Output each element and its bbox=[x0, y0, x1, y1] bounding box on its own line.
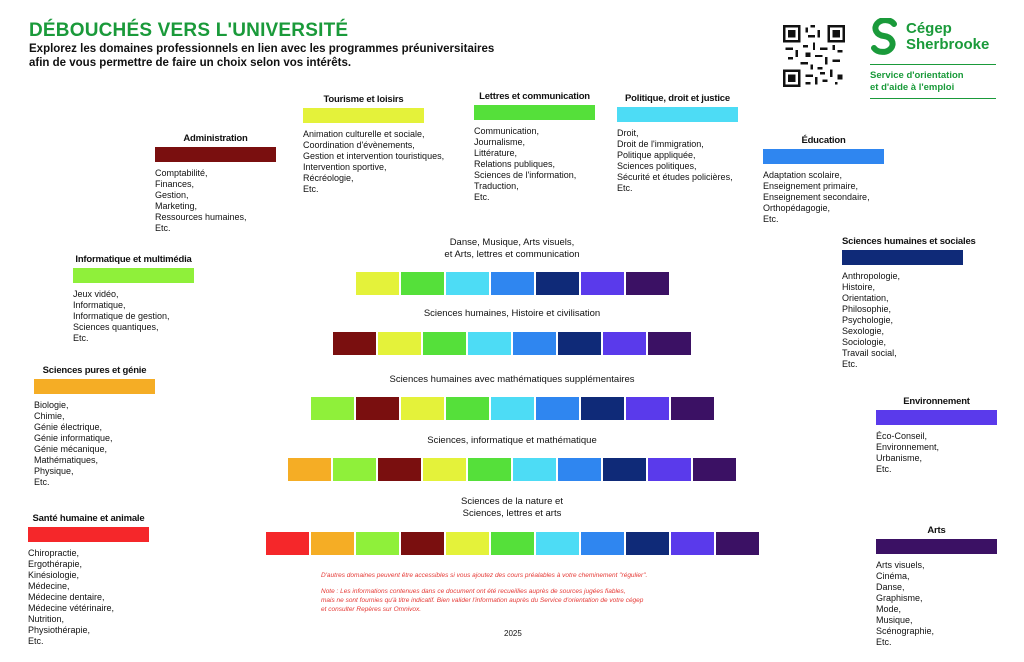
category-sante bbox=[28, 513, 149, 647]
category-title: Administration bbox=[183, 133, 248, 144]
category-arts bbox=[876, 525, 997, 648]
category-item-list bbox=[842, 271, 963, 370]
program-segment-sciences-pures bbox=[288, 458, 331, 481]
category-item: Etc. bbox=[474, 192, 490, 202]
logo-service-line: et d'aide à l'emploi bbox=[870, 82, 955, 93]
program-segment-politique bbox=[536, 532, 579, 555]
logo-divider bbox=[870, 98, 996, 99]
category-item: Philosophie, bbox=[842, 304, 892, 314]
category-item: Traduction, bbox=[474, 181, 519, 191]
category-item: Médecine, bbox=[28, 581, 70, 591]
category-item: Médecine vétérinaire, bbox=[28, 603, 115, 613]
program-color-row bbox=[333, 332, 691, 355]
program-segment-administration bbox=[333, 332, 376, 355]
subtitle-line: Explorez les domaines professionnels en lien avec les programmes préuniversitaires bbox=[29, 43, 495, 55]
category-informatique bbox=[73, 254, 194, 344]
category-item: Ergothérapie, bbox=[28, 559, 83, 569]
category-item: Sciences quantiques, bbox=[73, 322, 159, 332]
category-color-bar bbox=[876, 539, 997, 554]
category-item: Adaptation scolaire, bbox=[763, 170, 843, 180]
program-name-line: Sciences de la nature et bbox=[461, 496, 563, 507]
category-item: Génie électrique, bbox=[34, 422, 103, 432]
category-item: Mode, bbox=[876, 604, 902, 614]
category-item: Droit de l'immigration, bbox=[617, 139, 704, 149]
category-item: Littérature, bbox=[474, 148, 518, 158]
program-segment-environnement bbox=[648, 458, 691, 481]
category-item: Journalisme, bbox=[474, 137, 526, 147]
category-item: Physiothérapie, bbox=[28, 625, 91, 635]
program-segment-administration bbox=[356, 397, 399, 420]
program-segment-education bbox=[513, 332, 556, 355]
program-name-line: Sciences humaines, Histoire et civilisation bbox=[423, 308, 601, 319]
subtitle-line: afin de vous permettre de faire un choix selon vos intérêts. bbox=[29, 57, 352, 69]
program-segment-sciences-humaines bbox=[536, 272, 579, 295]
category-title: Santé humaine et animale bbox=[32, 513, 145, 524]
category-item: Scénographie, bbox=[876, 626, 935, 636]
program-name bbox=[0, 308, 1024, 320]
category-item: Mathématiques, bbox=[34, 455, 99, 465]
category-item: Histoire, bbox=[842, 282, 876, 292]
category-color-bar bbox=[763, 149, 884, 164]
category-item: Etc. bbox=[842, 359, 858, 369]
category-item: Psychologie, bbox=[842, 315, 894, 325]
category-item: Cinéma, bbox=[876, 571, 910, 581]
program-segment-environnement bbox=[626, 397, 669, 420]
category-color-bar bbox=[155, 147, 276, 162]
program-segment-informatique bbox=[333, 458, 376, 481]
category-item: Etc. bbox=[763, 214, 779, 224]
program-segment-politique bbox=[491, 397, 534, 420]
category-item: Comptabilité, bbox=[155, 168, 208, 178]
program-segment-sciences-humaines bbox=[603, 458, 646, 481]
category-color-bar bbox=[876, 410, 997, 425]
program-segment-education bbox=[536, 397, 579, 420]
category-item: Etc. bbox=[28, 636, 44, 646]
category-item: Biologie, bbox=[34, 400, 69, 410]
category-title: Tourisme et loisirs bbox=[323, 94, 404, 105]
program-segment-tourisme bbox=[401, 397, 444, 420]
category-item: Etc. bbox=[73, 333, 89, 343]
category-color-bar bbox=[474, 105, 595, 120]
program-segment-administration bbox=[401, 532, 444, 555]
category-item: Animation culturelle et sociale, bbox=[303, 129, 425, 139]
category-education bbox=[763, 135, 884, 225]
program-name bbox=[0, 435, 1024, 447]
program-name-line: Sciences, informatique et mathématique bbox=[427, 435, 597, 446]
document-year: 2025 bbox=[504, 629, 522, 638]
category-item: Informatique, bbox=[73, 300, 126, 310]
program-name bbox=[0, 237, 1024, 261]
logo-name bbox=[906, 21, 989, 53]
category-title: Sciences pures et génie bbox=[42, 365, 147, 376]
program-segment-arts bbox=[693, 458, 736, 481]
program-segment-informatique bbox=[356, 532, 399, 555]
category-item: Droit, bbox=[617, 128, 639, 138]
program-segment-lettres bbox=[423, 332, 466, 355]
category-item: Médecine dentaire, bbox=[28, 592, 105, 602]
program-name-line: et Arts, lettres et communication bbox=[444, 249, 580, 260]
program-segment-lettres bbox=[446, 397, 489, 420]
logo-service bbox=[870, 70, 964, 94]
category-item: Récréologie, bbox=[303, 173, 354, 183]
program-segment-arts bbox=[648, 332, 691, 355]
category-item: Relations publiques, bbox=[474, 159, 556, 169]
program-segment-tourisme bbox=[423, 458, 466, 481]
qr-code-icon bbox=[783, 25, 845, 87]
page-subtitle bbox=[29, 42, 549, 70]
program-segment-education bbox=[581, 532, 624, 555]
category-administration bbox=[155, 133, 276, 234]
category-item: Orientation, bbox=[842, 293, 889, 303]
category-item: Génie mécanique, bbox=[34, 444, 108, 454]
program-segment-tourisme bbox=[378, 332, 421, 355]
category-item: Danse, bbox=[876, 582, 905, 592]
category-item: Sciences politiques, bbox=[617, 161, 697, 171]
category-item: Enseignement secondaire, bbox=[763, 192, 870, 202]
category-item: Environnement, bbox=[876, 442, 940, 452]
program-segment-politique bbox=[446, 272, 489, 295]
category-item-list bbox=[474, 126, 595, 203]
category-item: Génie informatique, bbox=[34, 433, 113, 443]
page-title: DÉBOUCHÉS VERS L'UNIVERSITÉ bbox=[29, 20, 349, 41]
category-color-bar bbox=[73, 268, 194, 283]
category-item: Chiropractie, bbox=[28, 548, 80, 558]
program-segment-arts bbox=[626, 272, 669, 295]
category-item: Etc. bbox=[34, 477, 50, 487]
category-item: Sciences de l'information, bbox=[474, 170, 577, 180]
program-color-row bbox=[356, 272, 669, 295]
category-item: Gestion, bbox=[155, 190, 189, 200]
program-segment-informatique bbox=[311, 397, 354, 420]
note-prerequisites: D'autres domaines peuvent être accessibles si vous ajoutez des cours préalables à votre cheminement "régulier". bbox=[321, 572, 648, 579]
program-name-line: Sciences, lettres et arts bbox=[462, 508, 562, 519]
category-item: Nutrition, bbox=[28, 614, 65, 624]
program-segment-education bbox=[491, 272, 534, 295]
category-item: Physique, bbox=[34, 466, 74, 476]
category-item: Musique, bbox=[876, 615, 913, 625]
program-segment-tourisme bbox=[446, 532, 489, 555]
category-item: Communication, bbox=[474, 126, 540, 136]
category-item: Kinésiologie, bbox=[28, 570, 80, 580]
category-item: Sociologie, bbox=[842, 337, 887, 347]
category-item: Informatique de gestion, bbox=[73, 311, 170, 321]
program-segment-environnement bbox=[603, 332, 646, 355]
category-item: Etc. bbox=[876, 464, 892, 474]
program-segment-administration bbox=[378, 458, 421, 481]
program-segment-sciences-humaines bbox=[558, 332, 601, 355]
program-name-line: Sciences humaines avec mathématiques supplémentaires bbox=[389, 374, 635, 385]
category-item-list bbox=[617, 128, 738, 194]
category-title: Éducation bbox=[801, 135, 846, 146]
program-name bbox=[0, 374, 1024, 386]
note-disclaimer: Note : Les informations contenues dans ce document ont été recueillies auprès de sources jugées fiables, bbox=[321, 588, 626, 595]
category-item: Etc. bbox=[155, 223, 171, 233]
category-item-list bbox=[876, 560, 997, 648]
logo-service-line: Service d'orientation bbox=[870, 70, 964, 81]
program-segment-arts bbox=[716, 532, 759, 555]
category-politique bbox=[617, 93, 738, 194]
program-color-row bbox=[288, 458, 736, 481]
category-title: Arts bbox=[927, 525, 946, 536]
category-item-list bbox=[763, 170, 884, 225]
category-item-list bbox=[28, 548, 149, 647]
category-title: Sciences humaines et sociales bbox=[842, 236, 976, 247]
category-title: Lettres et communication bbox=[479, 91, 590, 102]
category-item: Coordination d'évènements, bbox=[303, 140, 415, 150]
category-item: Graphisme, bbox=[876, 593, 923, 603]
program-segment-politique bbox=[513, 458, 556, 481]
category-title: Politique, droit et justice bbox=[625, 93, 730, 104]
program-color-row bbox=[266, 532, 759, 555]
category-color-bar bbox=[28, 527, 149, 542]
category-item: Urbanisme, bbox=[876, 453, 923, 463]
program-segment-lettres bbox=[401, 272, 444, 295]
program-segment-environnement bbox=[581, 272, 624, 295]
category-item: Etc. bbox=[617, 183, 633, 193]
category-item: Marketing, bbox=[155, 201, 198, 211]
category-title: Environnement bbox=[903, 396, 970, 407]
program-segment-sciences-humaines bbox=[581, 397, 624, 420]
category-color-bar bbox=[303, 108, 424, 123]
category-item: Enseignement primaire, bbox=[763, 181, 859, 191]
note-disclaimer: mais ne sont fournies qu'à titre indicatif. Bien valider l'information auprès du Service d'orientation de votre cégep bbox=[321, 597, 644, 604]
category-item: Chimie, bbox=[34, 411, 65, 421]
logo-name-line: Cégep bbox=[906, 20, 952, 37]
category-item-list bbox=[303, 129, 444, 195]
logo-divider bbox=[870, 64, 996, 65]
category-item: Etc. bbox=[303, 184, 319, 194]
category-item: Travail social, bbox=[842, 348, 897, 358]
category-item: Éco-Conseil, bbox=[876, 431, 928, 441]
note-disclaimer: et consulter Repères sur Omnivox. bbox=[321, 606, 422, 613]
program-color-row bbox=[311, 397, 714, 420]
category-tourisme bbox=[303, 94, 444, 195]
category-item: Orthopédagogie, bbox=[763, 203, 831, 213]
category-item: Arts visuels, bbox=[876, 560, 925, 570]
category-title: Informatique et multimédia bbox=[75, 254, 192, 265]
program-segment-arts bbox=[671, 397, 714, 420]
category-lettres bbox=[474, 91, 595, 203]
category-item: Anthropologie, bbox=[842, 271, 901, 281]
category-item: Intervention sportive, bbox=[303, 162, 387, 172]
program-name bbox=[0, 496, 1024, 520]
category-item: Sécurité et études policières, bbox=[617, 172, 733, 182]
cegep-s-logo-icon bbox=[870, 18, 898, 56]
program-segment-lettres bbox=[468, 458, 511, 481]
category-item: Politique appliquée, bbox=[617, 150, 696, 160]
category-item: Ressources humaines, bbox=[155, 212, 247, 222]
category-item-list bbox=[155, 168, 276, 234]
program-segment-sciences-humaines bbox=[626, 532, 669, 555]
program-segment-politique bbox=[468, 332, 511, 355]
program-segment-sante bbox=[266, 532, 309, 555]
program-segment-education bbox=[558, 458, 601, 481]
program-segment-environnement bbox=[671, 532, 714, 555]
program-segment-sciences-pures bbox=[311, 532, 354, 555]
category-item: Sexologie, bbox=[842, 326, 885, 336]
program-name-line: Danse, Musique, Arts visuels, bbox=[449, 237, 575, 248]
program-segment-lettres bbox=[491, 532, 534, 555]
program-segment-tourisme bbox=[356, 272, 399, 295]
logo-name-line: Sherbrooke bbox=[906, 36, 990, 53]
category-item: Jeux vidéo, bbox=[73, 289, 119, 299]
category-item: Gestion et intervention touristiques, bbox=[303, 151, 445, 161]
category-item: Etc. bbox=[876, 637, 892, 647]
category-item: Finances, bbox=[155, 179, 195, 189]
category-color-bar bbox=[617, 107, 738, 122]
